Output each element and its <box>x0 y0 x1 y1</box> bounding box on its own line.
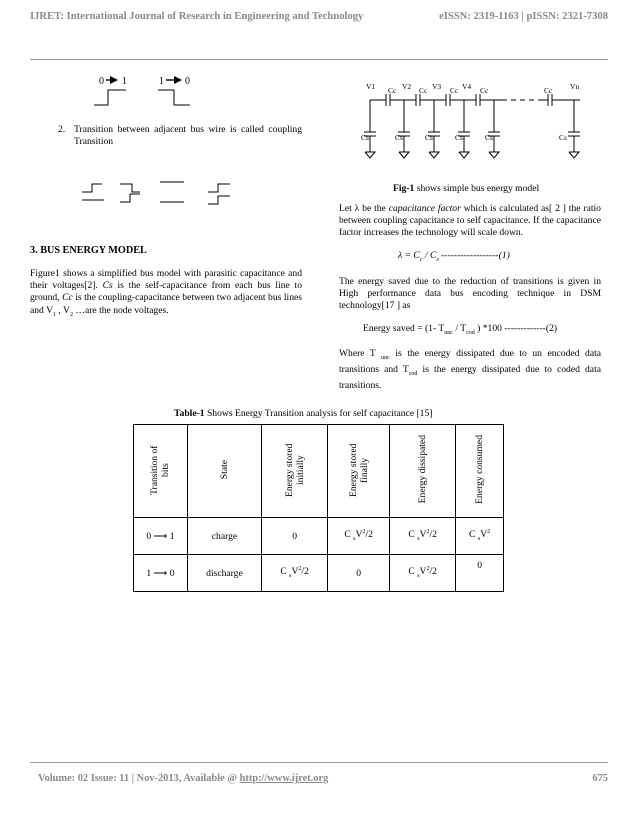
table-header-cell: State <box>187 425 261 518</box>
page-header <box>30 11 608 22</box>
trans-up-to: 1 <box>122 76 127 87</box>
section-title: 3. BUS ENERGY MODEL <box>30 245 147 256</box>
transition-waveforms <box>80 68 220 112</box>
table-header-cell: Energy stored finally <box>328 425 390 518</box>
svg-text:V1: V1 <box>366 82 376 91</box>
consumed-cell: C $_sV^2$ <box>456 518 504 555</box>
dissipated-cell: C $_sV^2/2$ <box>390 518 456 555</box>
cs-term: Cs <box>102 280 113 292</box>
svg-text:Cs: Cs <box>455 133 463 142</box>
energy-saved-paragraph: The energy saved due to the reduction of transitions is given in High performance data bus encoding technique in DSM technology[17 ] as <box>339 276 601 312</box>
item2-number: 2. <box>58 124 66 135</box>
initial-cell: 0 <box>262 518 328 555</box>
svg-text:Cs: Cs <box>395 133 403 142</box>
footer-volume: Volume: 02 Issue: 11 | Nov-2013, Available @ <box>38 773 240 784</box>
table-header-cell: Transition of bits <box>134 425 188 518</box>
falling-edge-waveform <box>158 90 190 105</box>
svg-text:Cs: Cs <box>559 133 567 142</box>
rising-edge-waveform <box>94 90 126 105</box>
table-row <box>134 555 504 592</box>
dissipated-cell: C $_sV^2/2$ <box>390 555 456 592</box>
cc-term: Cc <box>62 292 73 304</box>
consumed-cell: 0 <box>456 555 504 592</box>
final-cell: 0 <box>328 555 390 592</box>
arrow-right-icon: ⟶ <box>153 567 168 579</box>
table-caption: Table-1 Shows Energy Transition analysis for self capacitance [15] <box>174 408 433 419</box>
arrow-right-icon <box>174 76 182 84</box>
state-cell: charge <box>187 518 261 555</box>
transition-cell: 0 ⟶ 1 <box>134 518 188 555</box>
energy-transition-table <box>133 424 504 592</box>
lambda-paragraph: Let λ be the capacitance factor which is calculated as[ 2 ] the ratio between coupling capacitance to self capacitance. If the capacitance factor increases the technology will scale down. <box>339 203 601 239</box>
table-header-cell: Energy stored initially <box>262 425 328 518</box>
journal-title: IJRET: International Journal of Research in Engineering and Technology <box>30 11 364 22</box>
figure-caption: Fig-1 shows simple bus energy model <box>393 183 540 194</box>
trans-up-from: 0 <box>99 76 104 87</box>
coupling-waveforms <box>80 178 240 212</box>
table-header-cell: Energy dissipated <box>390 425 456 518</box>
svg-text:V2: V2 <box>402 82 412 91</box>
item2-text: Transition between adjacent bus wire is called coupling Transition <box>74 124 302 148</box>
final-cell: C $_sV^2/2$ <box>328 518 390 555</box>
svg-text:Cc: Cc <box>419 86 428 95</box>
trans-down-from: 1 <box>159 76 164 87</box>
svg-text:Cs: Cs <box>425 133 433 142</box>
arrow-right-icon: ⟶ <box>153 530 168 542</box>
svg-text:Cc: Cc <box>480 86 489 95</box>
equation-1: $\lambda = C_c / C_s$ ------------------(1) <box>398 250 510 263</box>
state-cell: discharge <box>187 555 261 592</box>
page-number: 675 <box>592 773 608 784</box>
journal-link[interactable]: http://www.ijret.org <box>239 773 329 784</box>
table-header-row <box>134 425 504 518</box>
svg-text:Vn: Vn <box>570 82 580 91</box>
svg-text:Cc: Cc <box>544 86 553 95</box>
svg-text:Cs: Cs <box>485 133 493 142</box>
svg-text:V3: V3 <box>432 82 442 91</box>
transition-cell: 1 ⟶ 0 <box>134 555 188 592</box>
table-header-cell: Energy consumed <box>456 425 504 518</box>
initial-cell: C $_sV^2/2$ <box>262 555 328 592</box>
svg-text:Cc: Cc <box>388 86 397 95</box>
where-paragraph: Where T $_{unc}$ is the energy dissipated due to un encoded data transitions and $T_{cod}$ is the energy dissipated due to coded data transitions. <box>339 348 602 392</box>
header-rule <box>30 59 608 60</box>
svg-text:V4: V4 <box>462 82 472 91</box>
issn-text: eISSN: 2319-1163 | pISSN: 2321-7308 <box>439 11 608 22</box>
footer-rule <box>30 762 608 763</box>
section-paragraph: Figure1 shows a simplified bus model with parasitic capacitance and their voltages[2]. Cs is the self-capacitance from each bus line to ground, Cc is the coupling-capacitance between two adjacent bus lines and $V_1$ , $V_2$ …are the node voltages. <box>30 268 302 318</box>
trans-down-to: 0 <box>185 76 190 87</box>
page-footer <box>38 773 608 784</box>
table-row <box>134 518 504 555</box>
equation-2: Energy saved = (1- $T_{unc} / T_{cod}$ ) *100 -------------(2) <box>363 323 558 336</box>
bus-model-diagram <box>352 78 604 174</box>
svg-text:Cc: Cc <box>450 86 459 95</box>
svg-text:Cs: Cs <box>361 133 369 142</box>
arrow-right-icon <box>110 76 118 84</box>
